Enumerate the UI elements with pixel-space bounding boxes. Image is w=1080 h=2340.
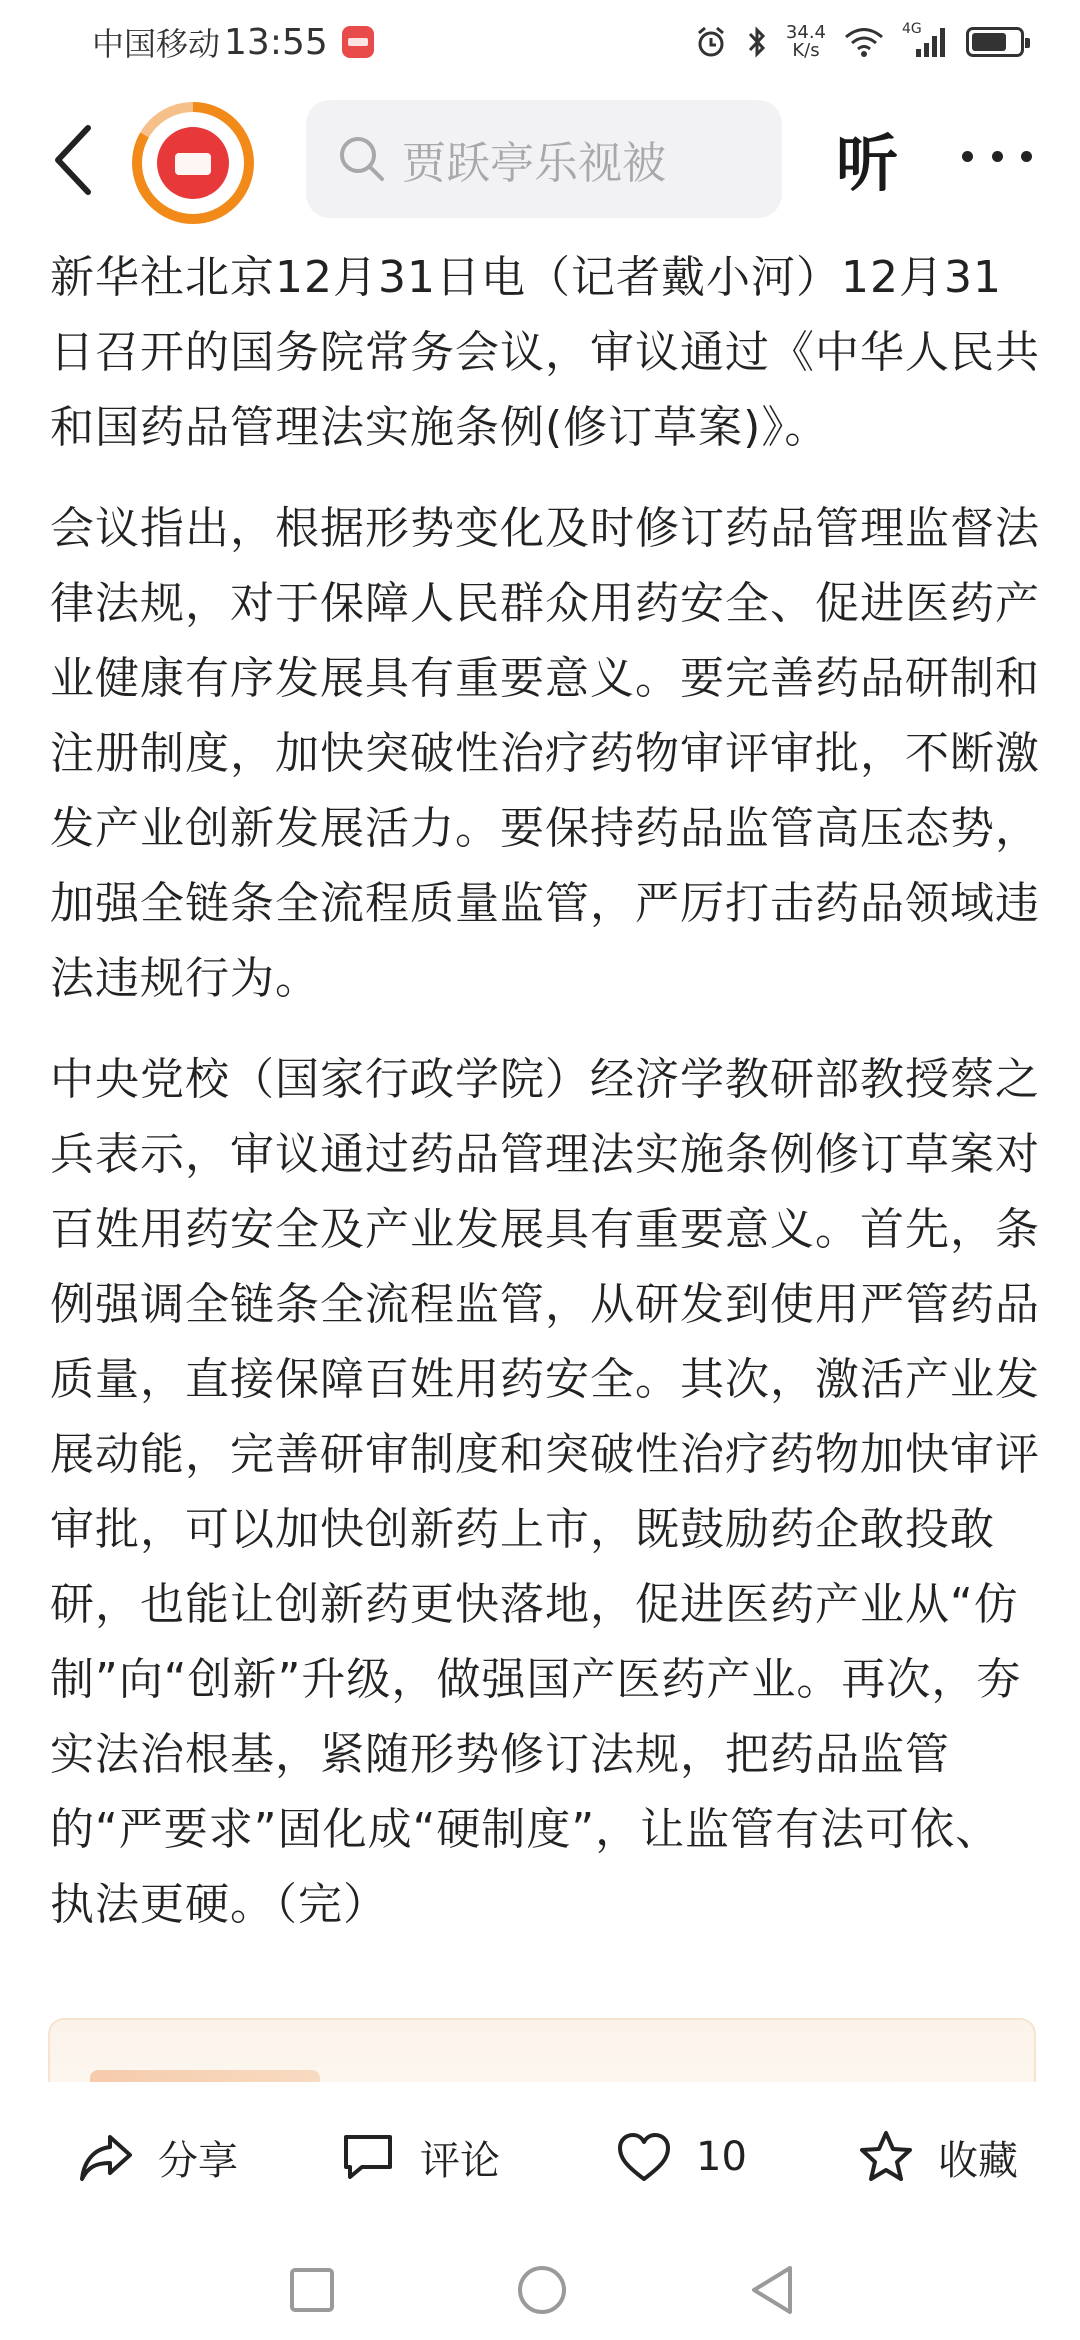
status-bar (0, 0, 1080, 84)
more-icon[interactable] (962, 126, 1032, 186)
status-right (694, 14, 1024, 70)
article-paragraph-1: 新华社北京12月31日电（记者戴小河）12月31日召开的国务院常务会议，审议通过《中华人民共和国药品管理法实施条例(修订草案)》。 (50, 252, 1040, 453)
back-icon[interactable] (46, 120, 106, 200)
back-nav-icon[interactable] (744, 2262, 800, 2318)
battery-icon (966, 27, 1024, 57)
more-dot (962, 151, 973, 162)
favorite-button[interactable] (856, 2122, 1018, 2192)
recent-apps-icon[interactable] (284, 2262, 340, 2318)
carrier-name: 中国移动 (92, 25, 221, 63)
article-paragraph-3: 中央党校（国家行政学院）经济学教研部教授蔡之兵表示，审议通过药品管理法实施条例修订草案对百姓用药安全及产业发展具有重要意义。首先，条例强调全链条全流程监管，从研发到使用严管药品质量，直接保障百姓用药安全。其次，激活产业发展动能，完善研审制度和突破性治疗药物加快审评审批，可以加快创新药上市，既鼓励药企敢投敢研，也能让创新药更快落地，促进医药产业从“仿制”向“创新”升级，做强国产医药产业。再次，夯实法治根基，紧随形势修订法规，把药品监管的“严要求”固化成“硬制度”，让监管有法可依、执法更硬。（完） (50, 1054, 1040, 1930)
bluetooth-icon (746, 25, 768, 59)
search-icon (334, 131, 390, 187)
like-count: 10 (696, 2134, 747, 2180)
signal-type-label: 4G (902, 21, 922, 37)
search-placeholder: 贾跃亭乐视被 (402, 138, 666, 189)
network-speed-unit: K/s (792, 40, 820, 61)
search-bar[interactable] (306, 100, 782, 218)
share-icon (76, 2127, 136, 2187)
more-dot (1021, 151, 1032, 162)
star-icon (856, 2127, 916, 2187)
network-speed-value: 34.4 (785, 22, 826, 43)
article-header (0, 96, 1080, 222)
avatar-inner (142, 112, 244, 214)
more-dot (992, 151, 1003, 162)
channel-avatar[interactable] (132, 102, 254, 224)
network-speed (786, 24, 826, 60)
notification-app-icon (342, 26, 374, 58)
wifi-icon (844, 26, 884, 58)
article-body (50, 240, 1040, 1968)
alarm-icon (694, 25, 728, 59)
status-left (92, 14, 374, 70)
signal-icon (902, 21, 948, 59)
clock: 13:55 (224, 21, 328, 63)
home-icon[interactable] (514, 2262, 570, 2318)
red-envelope-icon (157, 127, 229, 199)
like-button[interactable] (614, 2122, 747, 2192)
comment-label: 评论 (420, 2137, 500, 2184)
heart-icon (614, 2127, 674, 2187)
share-label: 分享 (158, 2137, 238, 2184)
article-paragraph-2: 会议指出，根据形势变化及时修订药品管理监督法律法规，对于保障人民群众用药安全、促进医药产业健康有序发展具有重要意义。要完善药品研制和注册制度，加快突破性治疗药物审评审批，不断激发产业创新发展活力。要保持药品监管高压态势，加强全链条全流程质量监管，严厉打击药品领域违法违规行为。 (50, 503, 1040, 1004)
system-nav-bar (0, 2238, 1080, 2340)
comment-icon (338, 2127, 398, 2187)
share-button[interactable] (76, 2122, 238, 2192)
action-bar (0, 2082, 1080, 2232)
favorite-label: 收藏 (938, 2137, 1018, 2184)
comment-button[interactable] (338, 2122, 500, 2192)
listen-button[interactable]: 听 (836, 127, 899, 200)
